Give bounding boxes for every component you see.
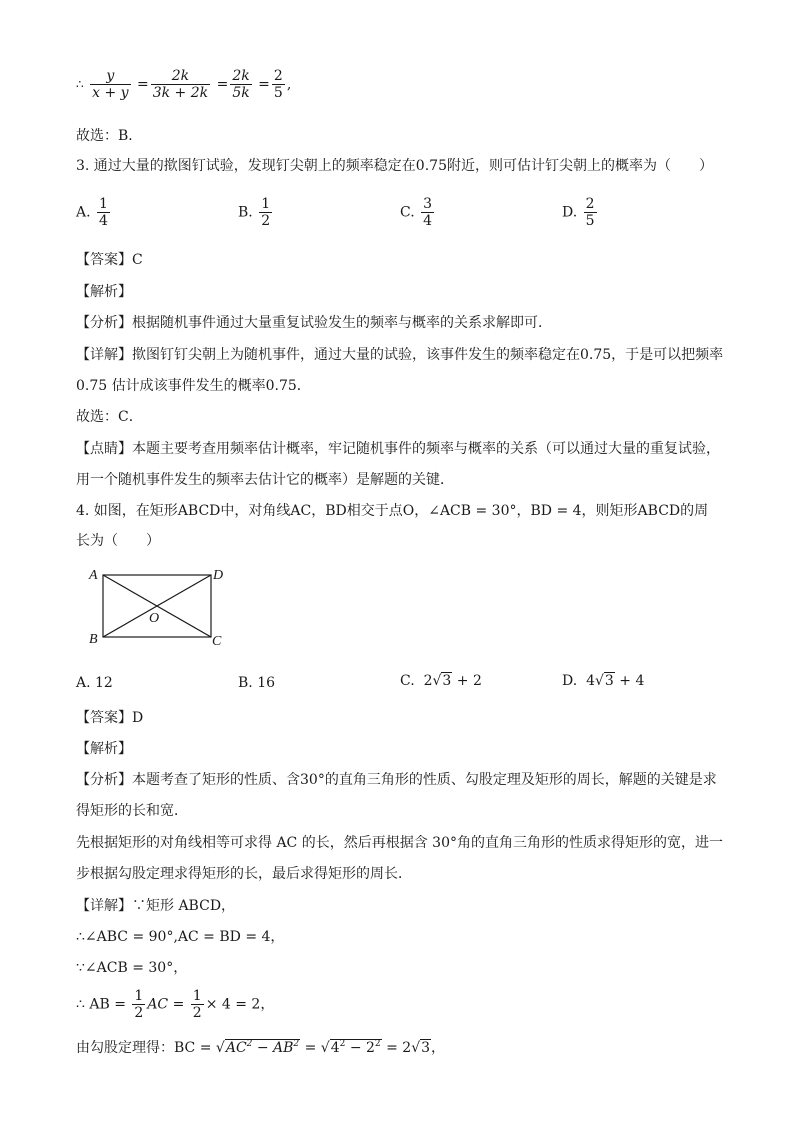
vertex-c-label: C <box>212 634 222 649</box>
therefore-symbol: ∴ <box>76 77 84 92</box>
q3-fenxi: 【分析】根据随机事件通过大量重复试验发生的频率与概率的关系求解即可． <box>76 315 552 331</box>
q4-stem-2: 长为（ ） <box>76 533 160 549</box>
q3-stem: 3. 通过大量的揿图钉试验，发现钉尖朝上的频率稳定在0.75附近，则可估计钉尖朝上的概率为（ ） <box>76 158 713 174</box>
q3-option-d: D. $\frac{2}{5}$ <box>562 196 595 230</box>
fraction-2-5: $\frac{2}{5}$ <box>585 196 595 230</box>
fraction-1-2: $\frac{1}{2}$ <box>192 988 202 1022</box>
q4-option-c: C. 2√3 + 2 <box>400 673 482 689</box>
fraction-1-2: $\frac{1}{2}$ <box>134 988 144 1022</box>
q4-fenxi-1: 【分析】本题考查了矩形的性质、含30°的直角三角形的性质、勾股定理及矩形的周长，解题的关键是求 <box>76 772 717 788</box>
calc-line-1: ∴ $\frac{y}{x + y}$ = $\frac{2k}{3k + 2k}$ = $\frac{2k}{5k}$ = $\frac{2}{5}$ , <box>76 68 292 102</box>
rectangle-diagram <box>86 563 236 653</box>
vertex-a-label: A <box>89 568 98 583</box>
fraction-1-2: $\frac{1}{2}$ <box>261 196 271 230</box>
fraction-2-over-5: $\frac{2}{5}$ <box>273 68 283 102</box>
q4-paragraph-2: 步根据勾股定理求得矩形的长，最后求得矩形的周长． <box>76 866 412 882</box>
q3-comment-1: 【点睛】本题主要考查用频率估计概率，牢记随机事件的频率与概率的关系（可以通过大量的重复试验， <box>76 441 720 457</box>
fraction-2k-over-3k2k: $\frac{2k}{3k + 2k}$ <box>152 68 209 102</box>
sqrt-3: √3 <box>411 1040 431 1056</box>
center-o-label: O <box>149 611 160 626</box>
q3-analysis-heading: 【解析】 <box>76 284 132 300</box>
q4-answer: 【答案】D <box>76 710 144 726</box>
q3-detail-1: 【详解】揿图钉钉尖朝上为随机事件，通过大量的试验，该事件发生的频率稳定在0.75，于是可以把频率 <box>76 347 724 363</box>
choose-b-line: 故选：B． <box>76 128 143 144</box>
q4-step-2: ∵∠ACB = 30°， <box>76 960 188 976</box>
q4-paragraph-1: 先根据矩形的对角线相等可求得 AC 的长，然后再根据含 30°角的直角三角形的性质求得矩形的宽，进一 <box>76 835 723 851</box>
q4-analysis-heading: 【解析】 <box>76 741 132 757</box>
q3-option-c: C. $\frac{3}{4}$ <box>400 196 433 230</box>
q4-option-d: D. 4√3 + 4 <box>562 673 645 689</box>
q3-comment-2: 用一个随机事件发生的频率去估计它的概率）是解题的关键． <box>76 472 454 488</box>
q3-option-a: A. $\frac{1}{4}$ <box>76 196 108 230</box>
q4-step-1: ∴∠ABC = 90°,AC = BD = 4， <box>76 929 285 945</box>
sqrt-4sq-2sq: $√4^2 - 2^2$ <box>320 1039 381 1056</box>
fraction-y-over-xy: $\frac{y}{x + y}$ <box>92 68 129 102</box>
vertex-b-label: B <box>89 632 98 647</box>
sqrt-3: √3 <box>595 673 614 689</box>
fraction-3-4: $\frac{3}{4}$ <box>423 196 433 230</box>
sqrt-ac2-ab2: $√AC^2 - AB^2$ <box>215 1039 300 1056</box>
q4-detail-heading: 【详解】∵矩形 ABCD， <box>76 898 236 914</box>
sqrt-3: √3 <box>432 673 452 689</box>
q4-fenxi-2: 得矩形的长和宽． <box>76 803 188 819</box>
q3-choose: 故选：C． <box>76 409 143 425</box>
vertex-d-label: D <box>213 568 224 583</box>
q4-option-a: A. 12 <box>76 675 113 691</box>
q3-option-b: B. $\frac{1}{2}$ <box>238 196 271 230</box>
q4-step-3: ∴ AB = $\frac{1}{2}$ AC = $\frac{1}{2}$ × 4 = 2， <box>76 988 275 1022</box>
q3-detail-2: 0.75 估计成该事件发生的概率0.75． <box>76 378 311 394</box>
q4-option-b: B. 16 <box>238 675 276 691</box>
q3-answer: 【答案】C <box>76 252 143 268</box>
fraction-1-4: $\frac{1}{4}$ <box>99 196 108 230</box>
q4-stem-1: 4. 如图，在矩形ABCD中，对角线AC，BD相交于点O，∠ACB = 30°，BD = 4，则矩形ABCD的周 <box>76 503 709 519</box>
q4-step-4: 由勾股定理得：BC = $√AC^2 - AB^2 = √4^2 - 2^2 = 2√3$， <box>76 1039 446 1056</box>
fraction-2k-over-5k: $\frac{2k}{5k}$ <box>232 68 250 102</box>
